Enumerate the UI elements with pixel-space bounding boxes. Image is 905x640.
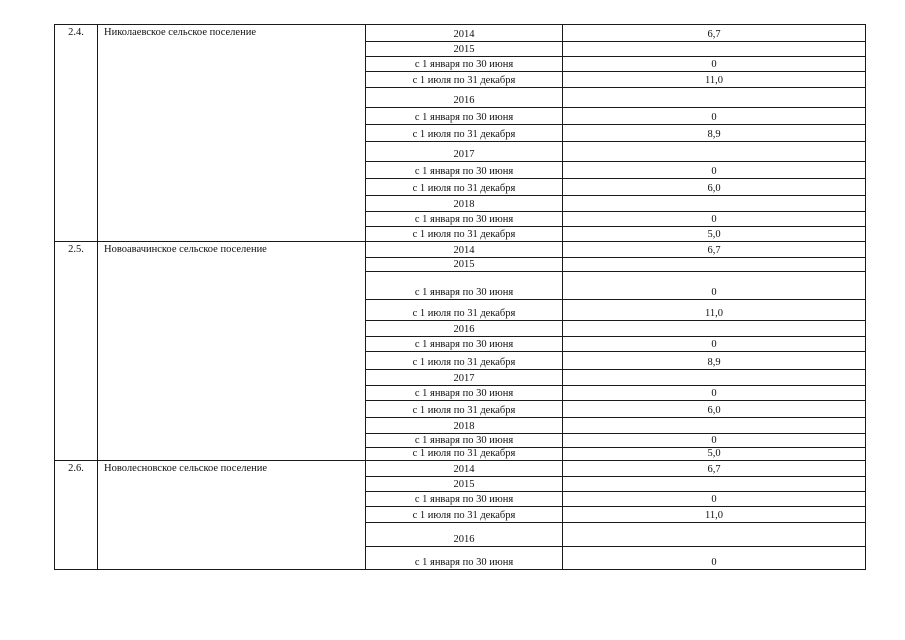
value-cell: 0 bbox=[563, 337, 866, 352]
period-cell: 2014 bbox=[366, 242, 563, 258]
value-cell: 6,0 bbox=[563, 179, 866, 196]
period-cell: 2015 bbox=[366, 42, 563, 57]
value-cell: 11,0 bbox=[563, 72, 866, 88]
section-number: 2.5. bbox=[55, 242, 98, 461]
period-cell: с 1 июля по 31 декабря bbox=[366, 448, 563, 461]
period-cell: 2014 bbox=[366, 461, 563, 477]
period-cell: с 1 января по 30 июня bbox=[366, 57, 563, 72]
period-cell: с 1 января по 30 июня bbox=[366, 434, 563, 448]
period-cell: 2014 bbox=[366, 25, 563, 42]
period-cell: с 1 января по 30 июня bbox=[366, 212, 563, 227]
period-cell: 2016 bbox=[366, 88, 563, 108]
value-cell: 0 bbox=[563, 434, 866, 448]
value-cell: 0 bbox=[563, 386, 866, 401]
value-cell: 6,7 bbox=[563, 461, 866, 477]
value-cell bbox=[563, 142, 866, 162]
period-cell: с 1 июля по 31 декабря bbox=[366, 352, 563, 370]
value-cell: 0 bbox=[563, 272, 866, 300]
table-row bbox=[55, 242, 866, 258]
period-cell: с 1 января по 30 июня bbox=[366, 386, 563, 401]
period-cell: 2017 bbox=[366, 142, 563, 162]
value-cell bbox=[563, 477, 866, 492]
value-cell: 0 bbox=[563, 108, 866, 125]
value-cell: 8,9 bbox=[563, 125, 866, 142]
period-cell: с 1 января по 30 июня bbox=[366, 547, 563, 570]
value-cell: 11,0 bbox=[563, 507, 866, 523]
table-row bbox=[55, 461, 866, 477]
value-cell bbox=[563, 196, 866, 212]
value-cell: 8,9 bbox=[563, 352, 866, 370]
value-cell bbox=[563, 258, 866, 272]
value-cell bbox=[563, 418, 866, 434]
value-cell bbox=[563, 523, 866, 547]
value-cell bbox=[563, 42, 866, 57]
value-cell bbox=[563, 321, 866, 337]
value-cell: 11,0 bbox=[563, 300, 866, 321]
period-cell: с 1 января по 30 июня bbox=[366, 492, 563, 507]
value-cell: 0 bbox=[563, 547, 866, 570]
period-cell: с 1 июля по 31 декабря bbox=[366, 125, 563, 142]
period-cell: 2018 bbox=[366, 418, 563, 434]
period-cell: 2016 bbox=[366, 321, 563, 337]
value-cell: 6,7 bbox=[563, 242, 866, 258]
period-cell: с 1 января по 30 июня bbox=[366, 108, 563, 125]
period-cell: с 1 января по 30 июня bbox=[366, 272, 563, 300]
period-cell: 2015 bbox=[366, 258, 563, 272]
section-number: 2.4. bbox=[55, 25, 98, 242]
period-cell: с 1 июля по 31 декабря bbox=[366, 300, 563, 321]
settlement-rates-table bbox=[54, 24, 866, 570]
value-cell: 6,7 bbox=[563, 25, 866, 42]
period-cell: с 1 января по 30 июня bbox=[366, 337, 563, 352]
period-cell: с 1 июля по 31 декабря bbox=[366, 401, 563, 418]
value-cell: 0 bbox=[563, 492, 866, 507]
value-cell: 5,0 bbox=[563, 227, 866, 242]
settlement-name: Новолесновское сельское поселение bbox=[98, 461, 366, 570]
value-cell bbox=[563, 88, 866, 108]
period-cell: с 1 июля по 31 декабря bbox=[366, 507, 563, 523]
settlement-name: Новоавачинское сельское поселение bbox=[98, 242, 366, 461]
period-cell: 2018 bbox=[366, 196, 563, 212]
section-number: 2.6. bbox=[55, 461, 98, 570]
value-cell: 0 bbox=[563, 162, 866, 179]
period-cell: 2015 bbox=[366, 477, 563, 492]
period-cell: 2016 bbox=[366, 523, 563, 547]
value-cell bbox=[563, 370, 866, 386]
period-cell: с 1 июля по 31 декабря bbox=[366, 179, 563, 196]
value-cell: 6,0 bbox=[563, 401, 866, 418]
period-cell: с 1 июля по 31 декабря bbox=[366, 227, 563, 242]
period-cell: с 1 июля по 31 декабря bbox=[366, 72, 563, 88]
period-cell: с 1 января по 30 июня bbox=[366, 162, 563, 179]
table-body bbox=[55, 25, 866, 570]
value-cell: 0 bbox=[563, 57, 866, 72]
value-cell: 5,0 bbox=[563, 448, 866, 461]
value-cell: 0 bbox=[563, 212, 866, 227]
settlement-name: Николаевское сельское поселение bbox=[98, 25, 366, 242]
period-cell: 2017 bbox=[366, 370, 563, 386]
table-row bbox=[55, 25, 866, 42]
